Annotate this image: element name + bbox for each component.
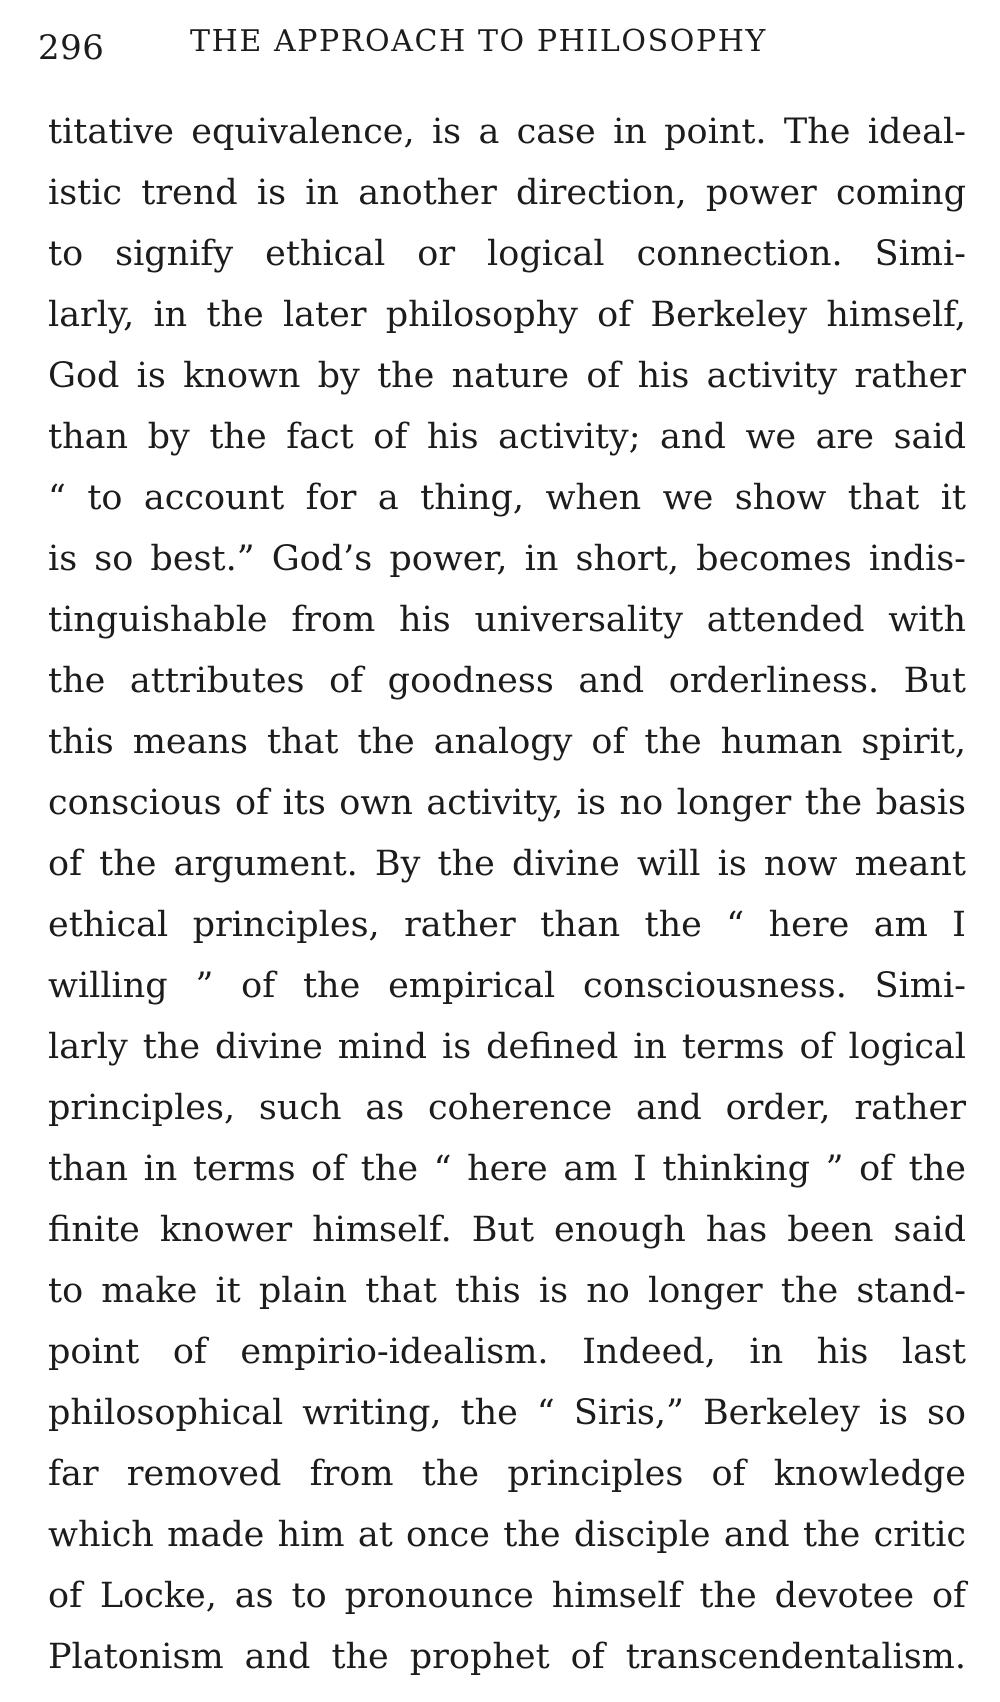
text-line: of the argument. By the divine will is now meant: [48, 844, 966, 884]
body-text: [48, 102, 966, 1688]
text-line: philosophical writing, the “ Siris,” Berkeley is so: [48, 1393, 966, 1433]
running-title: THE APPROACH TO PHILOSOPHY: [190, 24, 767, 59]
text-line: principles, such as coherence and order, rather: [48, 1088, 966, 1128]
text-line: to signify ethical or logical connection. Simi-: [48, 234, 966, 274]
text-line: “ to account for a thing, when we show that it: [48, 478, 966, 518]
text-line: the attributes of goodness and orderliness. But: [48, 661, 966, 701]
text-line: titative equivalence, is a case in point. The ideal-: [48, 112, 966, 152]
text-line: of Locke, as to pronounce himself the devotee of: [48, 1576, 966, 1616]
text-line: God is known by the nature of his activity rather: [48, 356, 966, 396]
text-line: point of empirio-idealism. Indeed, in his last: [48, 1332, 966, 1372]
text-line: larly, in the later philosophy of Berkeley himself,: [48, 295, 966, 335]
running-head: [38, 14, 958, 84]
text-line: is so best.” God’s power, in short, becomes indis-: [48, 539, 966, 579]
text-line: far removed from the principles of knowledge: [48, 1454, 966, 1494]
text-line: this means that the analogy of the human spirit,: [48, 722, 966, 762]
text-line: tinguishable from his universality attended with: [48, 600, 966, 640]
text-line: larly the divine mind is defined in terms of logical: [48, 1027, 966, 1067]
text-line: finite knower himself. But enough has been said: [48, 1210, 966, 1250]
text-line: istic trend is in another direction, power coming: [48, 173, 966, 213]
text-line: Platonism and the prophet of transcendentalism.: [48, 1637, 966, 1677]
text-line: than by the fact of his activity; and we are said: [48, 417, 966, 457]
text-line: than in terms of the “ here am I thinking ” of the: [48, 1149, 966, 1189]
text-line: willing ” of the empirical consciousness. Simi-: [48, 966, 966, 1006]
text-line: conscious of its own activity, is no longer the basis: [48, 783, 966, 823]
text-line: ethical principles, rather than the “ here am I: [48, 905, 966, 945]
page-number: 296: [38, 28, 105, 68]
text-line: to make it plain that this is no longer the stand-: [48, 1271, 966, 1311]
text-line: which made him at once the disciple and the critic: [48, 1515, 966, 1555]
